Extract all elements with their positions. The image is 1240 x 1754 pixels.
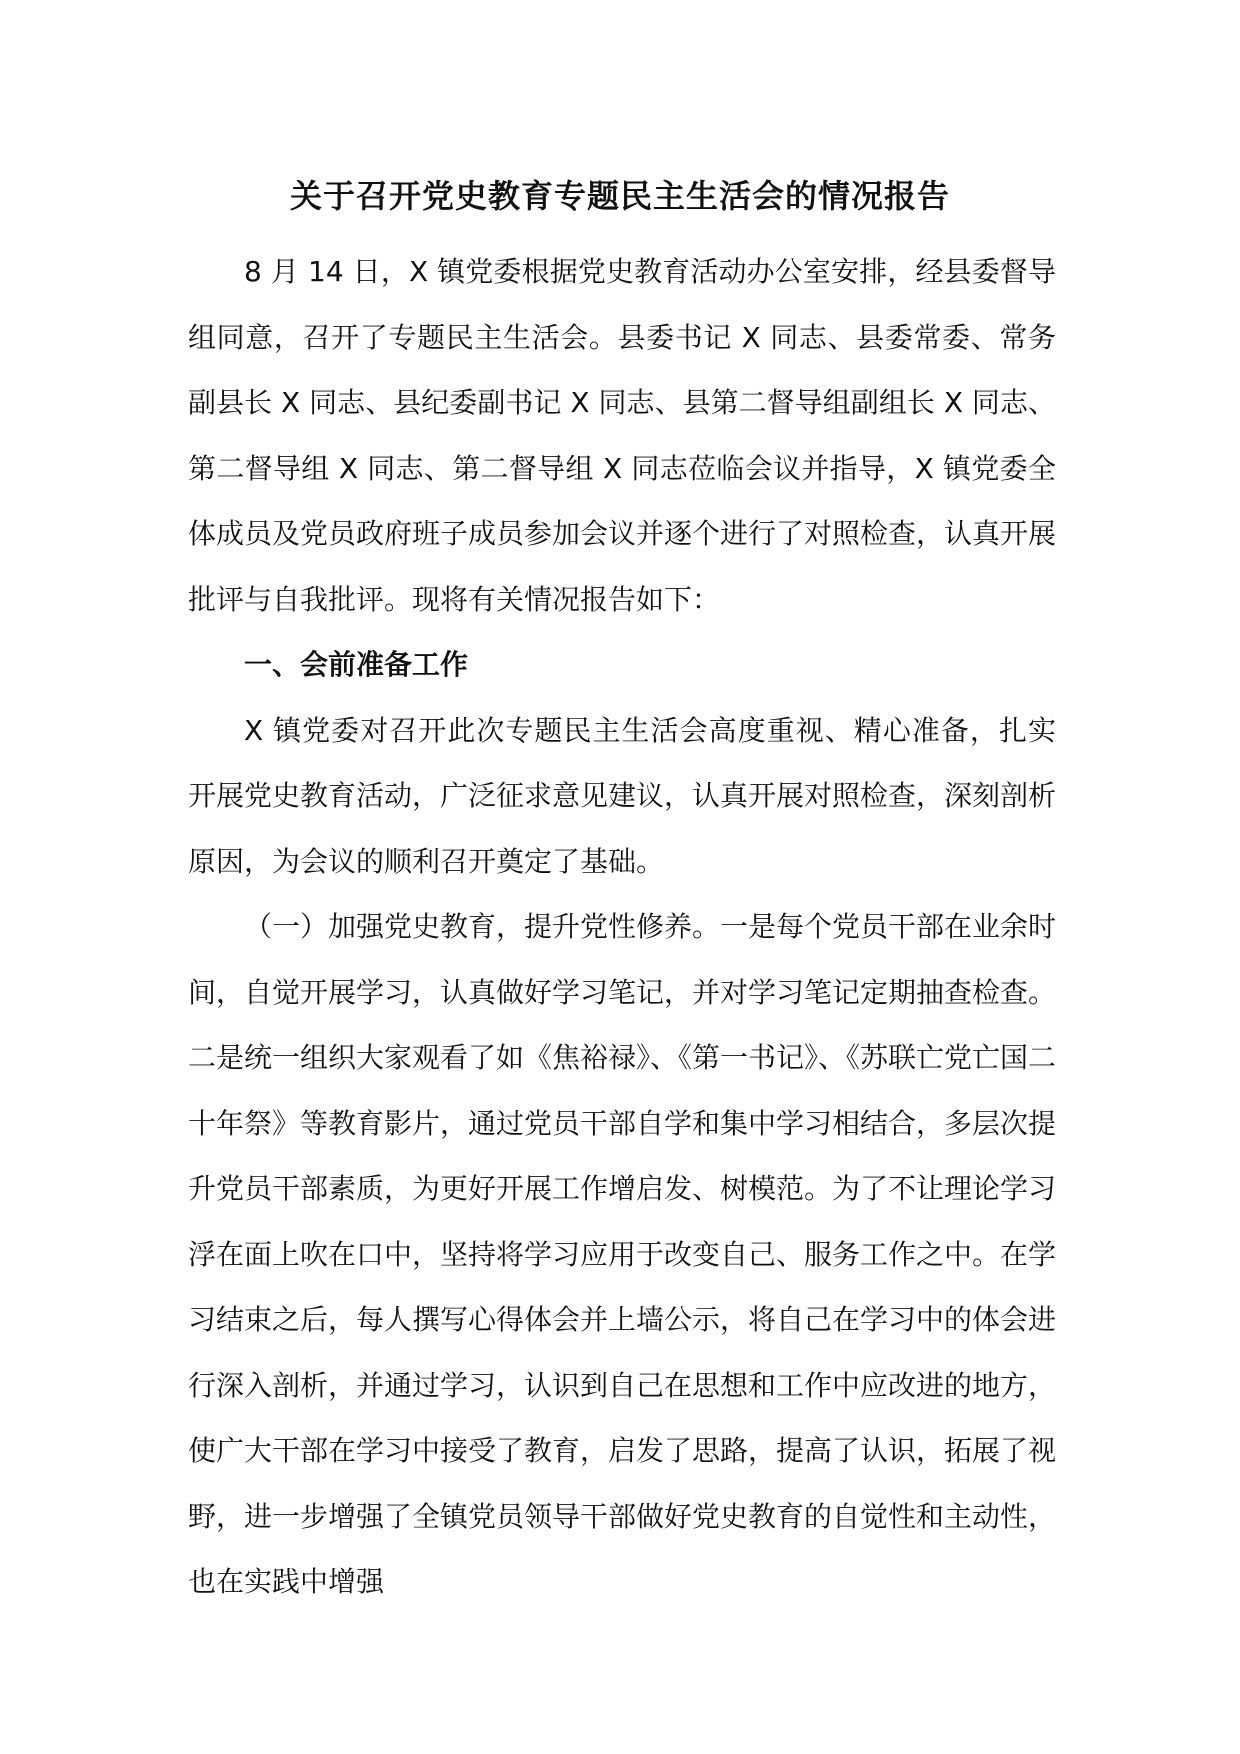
document-title: 关于召开党史教育专题民主生活会的情况报告 bbox=[289, 177, 950, 215]
document-body bbox=[188, 239, 1056, 1615]
preparation-paragraph: X 镇党委对召开此次专题民主生活会高度重视、精心准备，扎实开展党史教育活动，广泛征求意见建议，认真开展对照检查，深刻剖析原因，为会议的顺利召开奠定了基础。 bbox=[188, 713, 1057, 878]
section-heading-preparation: 一、会前准备工作 bbox=[244, 648, 469, 681]
intro-paragraph: 8 月 14 日，X 镇党委根据党史教育活动办公室安排，经县委督导组同意，召开了专题民主生活会。县委书记 X 同志、县委常委、常务副县长 X 同志、县纪委副书记 X 同志、县第二督导组副组长 X 同志、第二督导组 X 同志、第二督导组 X 同志莅临会议并指导，X 镇党委全体成员及党员政府班子成员参加会议并逐个进行了对照检查，认真开展批评与自我批评。现将有关情况报告如下： bbox=[188, 255, 1057, 616]
subsection-paragraph-education: （一）加强党史教育，提升党性修养。一是每个党员干部在业余时间，自觉开展学习，认真做好学习笔记，并对学习笔记定期抽查检查。二是统一组织大家观看了如《焦裕禄》、《第一书记》、《苏联亡党亡国二十年祭》等教育影片，通过党员干部自学和集中学习相结合，多层次提升党员干部素质，为更好开展工作增启发、树模范。为了不让理论学习浮在面上吹在口中，坚持将学习应用于改变自己、服务工作之中。在学习结束之后，每人撰写心得体会并上墙公示，将自己在学习中的体会进行深入剖析，并通过学习，认识到自己在思想和工作中应改进的地方，使广大干部在学习中接受了教育，启发了思路，提高了认识，拓展了视野，进一步增强了全镇党员领导干部做好党史教育的自觉性和主动性，也在实践中增强 bbox=[188, 910, 1057, 1598]
